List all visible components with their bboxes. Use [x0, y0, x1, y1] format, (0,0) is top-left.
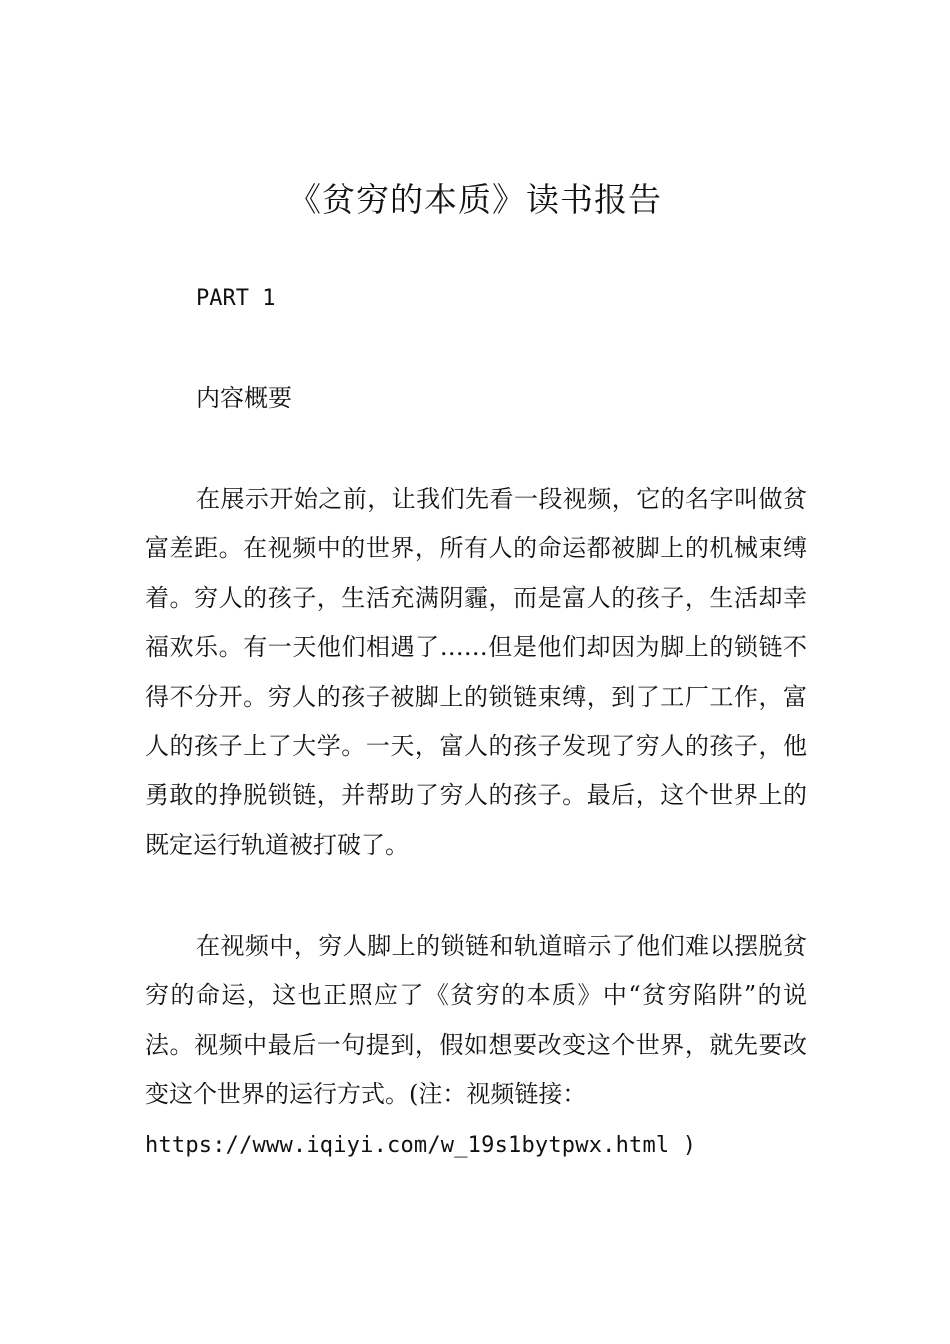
paragraph-summary: 在展示开始之前，让我们先看一段视频，它的名字叫做贫富差距。在视频中的世界，所有人的命运都被脚上的机械束缚着。穷人的孩子，生活充满阴霾，而是富人的孩子，生活却幸福欢乐。有一天他们相遇了……但是他们却因为脚上的锁链不得不分开。穷人的孩子被脚上的锁链束缚，到了工厂工作，富人的孩子上了大学。一天，富人的孩子发现了穷人的孩子，他勇敢的挣脱锁链，并帮助了穷人的孩子。最后，这个世界上的既定运行轨道被打破了。 — [145, 485, 807, 859]
document-title: 《贫穷的本质》读书报告 — [288, 180, 662, 219]
video-link[interactable]: https://www.iqiyi.com/w_19s1bytpwx.html ) — [145, 1132, 697, 1158]
paragraph-analysis — [145, 922, 807, 1170]
paragraph-analysis-text: 在视频中，穷人脚上的锁链和轨道暗示了他们难以摆脱贫穷的命运，这也正照应了《贫穷的本质》中“贫穷陷阱”的说法。视频中最后一句提到，假如想要改变这个世界，就先要改变这个世界的运行方式。(注：视频链接： — [145, 932, 807, 1109]
section-heading: 内容概要 — [196, 384, 292, 412]
part-label: PART 1 — [196, 286, 276, 311]
